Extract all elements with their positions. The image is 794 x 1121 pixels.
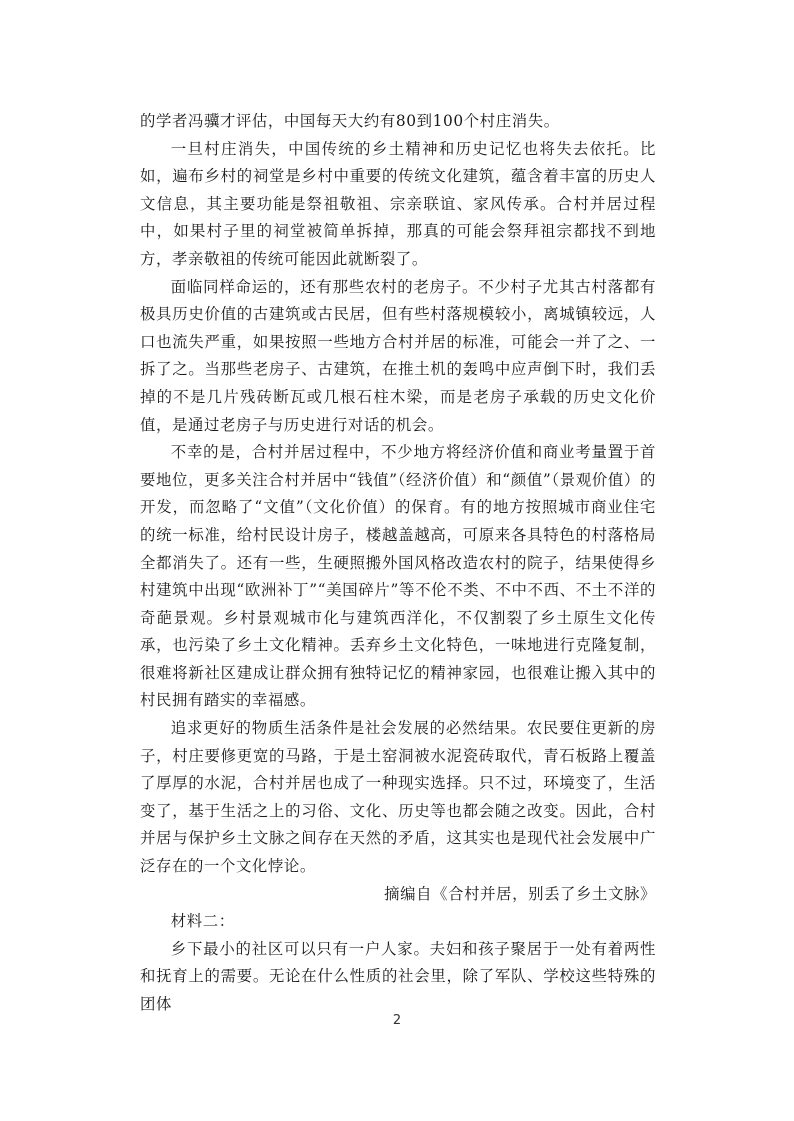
source-citation: 摘编自《合村并居，别丢了乡土文脉》: [384, 884, 656, 903]
material-two-paragraph: 乡下最小的社区可以只有一户人家。夫妇和孩子聚居于一处有着两性和抚育上的需要。无论在什么性质的社会里，除了军队、学校这些特殊的团体: [140, 939, 656, 1013]
material-two-heading: 材料二：: [170, 912, 235, 931]
paragraph-cultural-paradox: 追求更好的物质生活条件是社会发展的必然结果。农民要住更新的房子，村庄要修更宽的马路，于是土窑洞被水泥瓷砖取代，青石板路上覆盖了厚厚的水泥，合村并居也成了一种现实选择。只不过，环境变了，生活变了，基于生活之上的习俗、文化、历史等也都会随之改变。因此，合村并居与保护乡土文脉之间存在天然的矛盾，这其实也是现代社会发展中广泛存在的一个文化悖论。: [140, 719, 656, 876]
paragraph-economic-value: 不幸的是，合村并居过程中，不少地方将经济价值和商业考量置于首要地位，更多关注合村并居中“钱值”（经济价值）和“颜值”（景观价值）的开发，而忽略了“文值”（文化价值）的保育。有的地方按照城市商业住宅的统一标准，给村民设计房子，楼越盖越高，可原来各具特色的村落格局全都消失了。还有一些，生硬照搬外国风格改造农村的院子，结果使得乡村建筑中出现“欧洲补丁”“美国碎片”等不伦不类、不中不西、不土不洋的奇葩景观。乡村景观城市化与建筑西洋化，不仅割裂了乡土原生文化传承，也污染了乡土文化精神。丢弃乡土文化特色，一味地进行克隆复制，很难将新社区建成让群众拥有独特记忆的精神家园，也很难让搬入其中的村民拥有踏实的幸福感。: [140, 443, 656, 710]
paragraph-old-houses: 面临同样命运的，还有那些农村的老房子。不少村子尤其古村落都有极具历史价值的古建筑或古民居，但有些村落规模较小，离城镇较远，人口也流失严重，如果按照一些地方合村并居的标准，可能会一并了之、一拆了之。当那些老房子、古建筑，在推土机的轰鸣中应声倒下时，我们丢掉的不是几片残砖断瓦或几根石柱木梁，而是老房子承载的历史文化价值，是通过老房子与历史进行对话的机会。: [140, 277, 656, 434]
paragraph-village-disappear: 一旦村庄消失，中国传统的乡土精神和历史记忆也将失去依托。比如，遍布乡村的祠堂是乡村中重要的传统文化建筑，蕴含着丰富的历史人文信息，其主要功能是祭祖敬祖、宗亲联谊、家风传承。合村并居过程中，如果村子里的祠堂被简单拆掉，那真的可能会祭拜祖宗都找不到地方，孝亲敬祖的传统可能因此就断裂了。: [140, 139, 656, 268]
article-body: [140, 108, 656, 1019]
paragraph-continued: 的学者冯骥才评估，中国每天大约有80到100个村庄消失。: [140, 112, 560, 130]
page-number: 2: [392, 1013, 402, 1028]
